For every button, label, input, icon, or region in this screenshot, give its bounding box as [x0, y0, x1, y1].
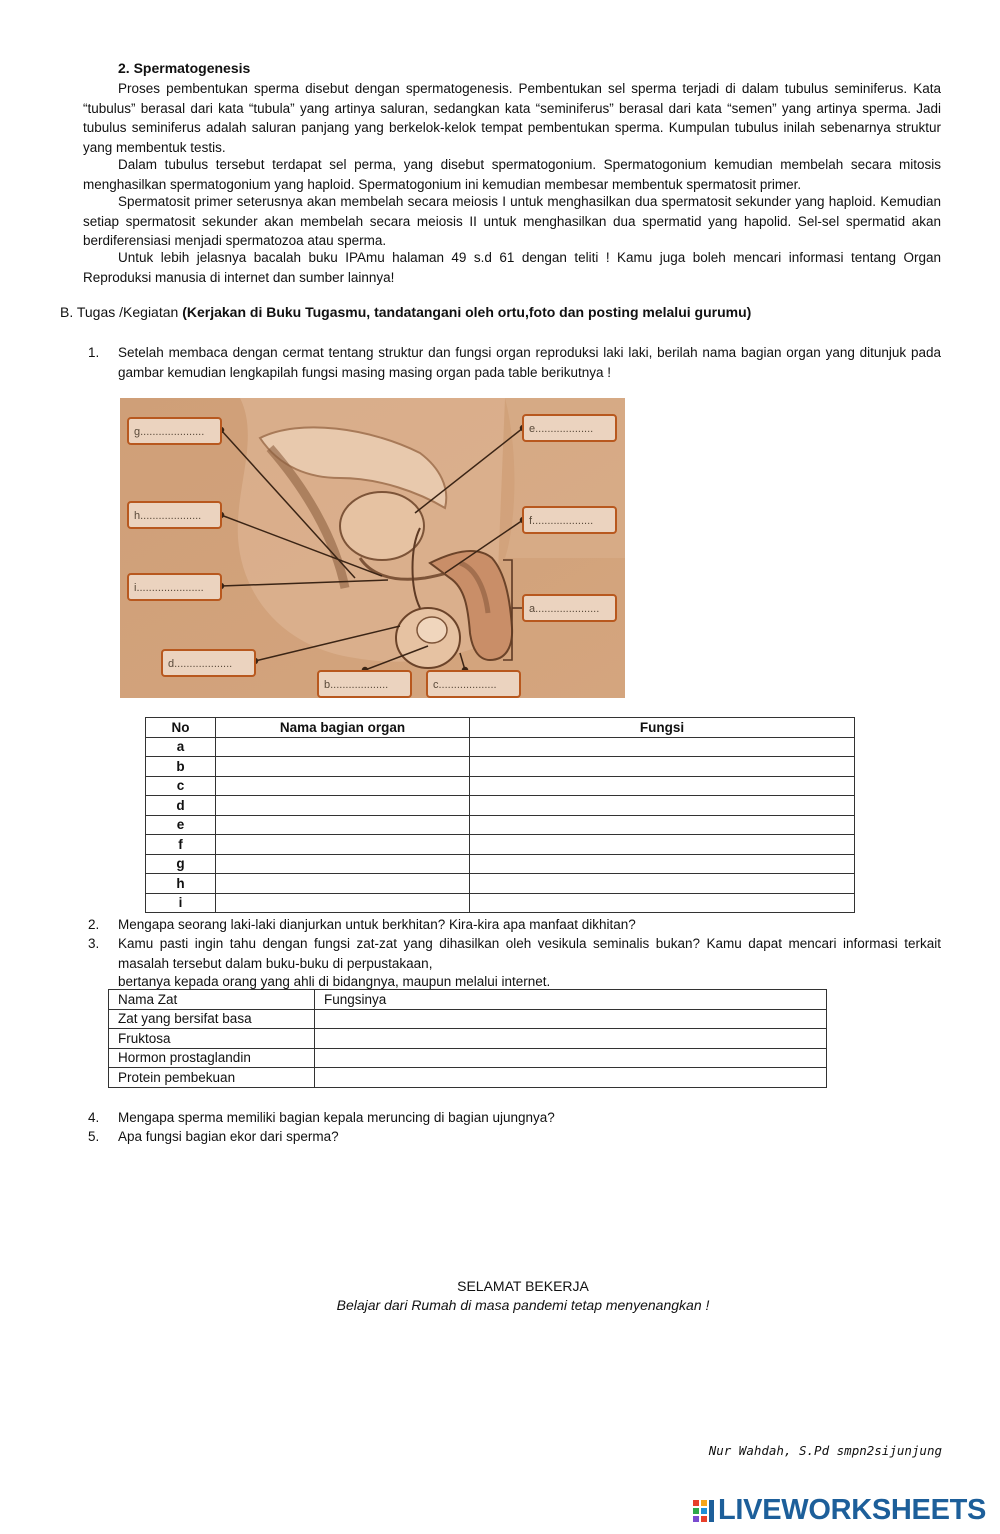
- function-cell[interactable]: [470, 893, 855, 913]
- label-box-g: [128, 418, 221, 444]
- organ-name-cell[interactable]: [216, 815, 470, 835]
- function-cell[interactable]: [315, 1048, 827, 1068]
- organ-name-cell[interactable]: [216, 757, 470, 777]
- table-row: [109, 1068, 827, 1088]
- question-text: Mengapa seorang laki-laki dianjurkan untuk berkhitan? Kira-kira apa manfaat dikhitan?: [118, 917, 636, 932]
- question-text: Mengapa sperma memiliki bagian kepala meruncing di bagian ujungnya?: [118, 1110, 555, 1125]
- row-label: c: [146, 776, 216, 796]
- function-cell[interactable]: [315, 1068, 827, 1088]
- question-5: [88, 1127, 941, 1147]
- row-label: e: [146, 815, 216, 835]
- table-row: [146, 874, 855, 894]
- table-row: [146, 815, 855, 835]
- table-header-row: [109, 990, 827, 1010]
- function-cell[interactable]: [315, 1009, 827, 1029]
- question-number: 5.: [88, 1129, 100, 1144]
- row-label: f: [146, 835, 216, 855]
- question-number: 4.: [88, 1110, 100, 1125]
- task-heading-prefix: B. Tugas /Kegiatan: [60, 304, 183, 320]
- label-box-b: [318, 671, 411, 697]
- section-title: 2. Spermatogenesis: [118, 60, 251, 76]
- question-2: [88, 915, 941, 935]
- label-f-text: f....................: [529, 515, 594, 527]
- column-header-function: Fungsi: [470, 718, 855, 738]
- table-row: [146, 854, 855, 874]
- table-row: [109, 1048, 827, 1068]
- table-row: [146, 835, 855, 855]
- label-g-text: g.....................: [134, 426, 205, 438]
- table-row: [146, 796, 855, 816]
- question-text: Apa fungsi bagian ekor dari sperma?: [118, 1129, 339, 1144]
- function-cell[interactable]: [470, 835, 855, 855]
- function-cell[interactable]: [470, 815, 855, 835]
- closing-greeting: SELAMAT BEKERJA: [457, 1278, 589, 1294]
- function-cell[interactable]: [470, 874, 855, 894]
- row-label: d: [146, 796, 216, 816]
- closing-message: Belajar dari Rumah di masa pandemi tetap menyenangkan !: [336, 1297, 710, 1313]
- row-label: h: [146, 874, 216, 894]
- question-text: Kamu pasti ingin tahu dengan fungsi zat-zat yang dihasilkan oleh vesikula seminalis bukan? Kamu dapat mencari informasi terkait masalah tersebut dalam buku-buku di perpustakaan,: [118, 936, 941, 971]
- liveworksheets-logo-icon: [693, 1494, 715, 1528]
- column-header-organ-name: Nama bagian organ: [216, 718, 470, 738]
- label-i-text: i......................: [134, 582, 204, 594]
- function-cell[interactable]: [470, 776, 855, 796]
- table-row: [109, 1029, 827, 1049]
- organ-function-table: [145, 717, 855, 913]
- organ-name-cell[interactable]: [216, 796, 470, 816]
- label-box-e: [523, 415, 616, 441]
- label-h-text: h....................: [134, 510, 202, 522]
- label-b-text: b...................: [324, 679, 389, 691]
- table-row: [109, 1009, 827, 1029]
- label-box-i: [128, 574, 221, 600]
- table-row: [146, 737, 855, 757]
- table-row: [146, 893, 855, 913]
- label-d-text: d...................: [168, 658, 233, 670]
- column-header-no: No: [146, 718, 216, 738]
- function-cell[interactable]: [470, 737, 855, 757]
- table-row: [146, 776, 855, 796]
- function-cell[interactable]: [470, 796, 855, 816]
- question-3: [88, 934, 941, 974]
- row-label: i: [146, 893, 216, 913]
- label-box-a: [523, 595, 616, 621]
- brand-name[interactable]: LIVEWORKSHEETS: [718, 1494, 987, 1526]
- substance-function-table: [108, 989, 827, 1088]
- task-heading-instruction: (Kerjakan di Buku Tugasmu, tandatangani oleh ortu,foto dan posting melalui gurumu): [182, 304, 752, 320]
- substance-name: Protein pembekuan: [109, 1068, 315, 1088]
- label-box-f: [523, 507, 616, 533]
- row-label: g: [146, 854, 216, 874]
- question-text-continued: bertanya kepada orang yang ahli di bidangnya, maupun melalui internet.: [118, 974, 551, 989]
- label-e-text: e...................: [529, 423, 594, 435]
- label-a-text: a.....................: [529, 603, 600, 615]
- question-text: Setelah membaca dengan cermat tentang struktur dan fungsi organ reproduksi laki laki, berilah nama bagian organ yang ditunjuk pada gambar kemudian lengkapilah fungsi masing masing organ pada table berikutnya !: [118, 345, 941, 380]
- label-box-d: [162, 650, 255, 676]
- label-c-text: c...................: [433, 679, 497, 691]
- substance-name: Zat yang bersifat basa: [109, 1009, 315, 1029]
- paragraph-2: Dalam tubulus tersebut terdapat sel perma, yang disebut spermatogonium. Spermatogonium kemudian membelah secara mitosis menghasilkan spermatogonium yang haploid. Spermatogonium ini kemudian membesar membentuk spermatosit primer.: [83, 157, 941, 192]
- organ-name-cell[interactable]: [216, 776, 470, 796]
- substance-name: Fruktosa: [109, 1029, 315, 1049]
- question-1: [88, 343, 941, 383]
- column-header-substance: Nama Zat: [109, 990, 315, 1010]
- substance-name: Hormon prostaglandin: [109, 1048, 315, 1068]
- organ-name-cell[interactable]: [216, 854, 470, 874]
- organ-name-cell[interactable]: [216, 835, 470, 855]
- question-number: 1.: [88, 345, 100, 360]
- paragraph-3: Spermatosit primer seterusnya akan membelah secara meiosis I untuk menghasilkan dua spermatosit sekunder yang haploid. Kemudian setiap spermatosit sekunder akan membelah secara meiosis II untuk menghasilkan dua spermatid yang hapolid. Sel-sel spermatid akan berdiferensiasi menjadi spermatozoa atau sperma.: [83, 194, 941, 248]
- author-signature: Nur Wahdah, S.Pd smpn2sijunjung: [708, 1443, 942, 1458]
- question-number: 3.: [88, 936, 100, 951]
- task-heading: [60, 304, 751, 320]
- anatomy-diagram: [120, 398, 625, 698]
- label-box-c: [427, 671, 520, 697]
- paragraph-1: Proses pembentukan sperma disebut dengan spermatogenesis. Pembentukan sel sperma terjadi di dalam tubulus seminiferus. Kata “tubulus” berasal dari kata “tubula” yang artinya saluran, sedangkan kata “seminiferus” berasal dari kata “semen” yang artinya sperma. Jadi tubulus seminiferus adalah saluran panjang yang berkelok-kelok tempat pembentukan sperma. Kumpulan tubulus inilah sebenarnya struktur yang membentuk testis.: [83, 81, 941, 155]
- row-label: a: [146, 737, 216, 757]
- organ-name-cell[interactable]: [216, 737, 470, 757]
- label-box-h: [128, 502, 221, 528]
- function-cell[interactable]: [315, 1029, 827, 1049]
- function-cell[interactable]: [470, 757, 855, 777]
- table-header-row: [146, 718, 855, 738]
- table-row: [146, 757, 855, 777]
- question-4: [88, 1108, 941, 1128]
- question-number: 2.: [88, 917, 100, 932]
- row-label: b: [146, 757, 216, 777]
- column-header-function: Fungsinya: [315, 990, 827, 1010]
- paragraph-4: Untuk lebih jelasnya bacalah buku IPAmu halaman 49 s.d 61 dengan teliti ! Kamu juga boleh mencari informasi tentang Organ Reproduksi manusia di internet dan sumber lainnya!: [83, 250, 941, 285]
- organ-name-cell[interactable]: [216, 893, 470, 913]
- organ-name-cell[interactable]: [216, 874, 470, 894]
- function-cell[interactable]: [470, 854, 855, 874]
